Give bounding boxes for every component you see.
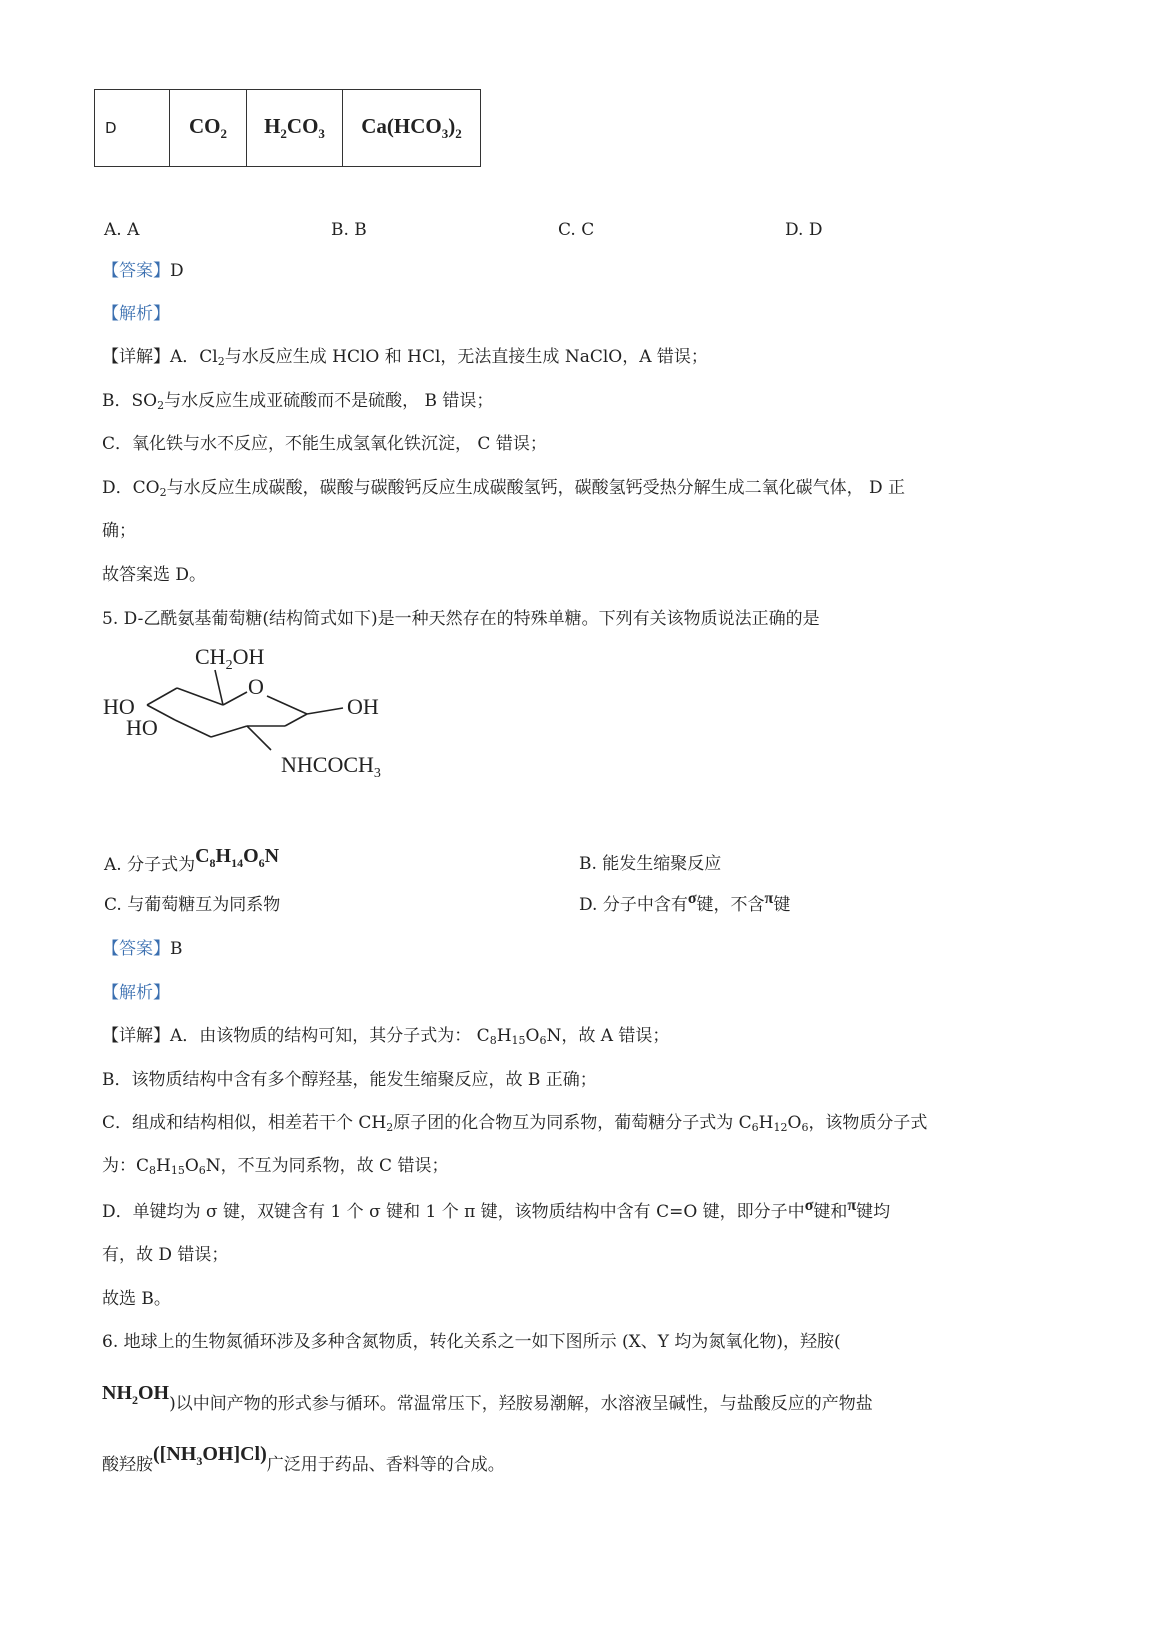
q6-stem-line2: $NH_2OH$)以中间产物的形式参与循环。常温常压下，羟胺易潮解，水溶液呈碱性，与盐酸反应的产物盐 — [102, 1382, 873, 1414]
q6-stem-line1: 6. 地球上的生物氮循环涉及多种含氮物质，转化关系之一如下图所示 (X、Y 均为氮氧化物)，羟胺( — [102, 1332, 841, 1352]
ring-oxygen-label: O — [248, 674, 264, 699]
q5-option-a: A. 分子式为$C_8H_{14}O_6N$ — [104, 845, 280, 875]
table-cell-cahco3: $Ca(HCO_3)_2$ — [343, 90, 481, 167]
options-table — [94, 89, 481, 167]
q5-option-c: C. 与葡萄糖互为同系物 — [104, 895, 281, 915]
q5-analysis-tag: 【解析】 — [102, 983, 170, 1003]
q5-stem: 5. D-乙酰氨基葡萄糖(结构简式如下)是一种天然存在的特殊单糖。下列有关该物质说法正确的是 — [102, 609, 820, 629]
q5-detail-d-cont: 有，故 D 错误； — [102, 1245, 229, 1265]
oh-right-label: OH — [347, 694, 379, 719]
q4-detail-a: 【详解】A．$Cl_2$与水反应生成 HClO 和 HCl，无法直接生成 NaClO，A 错误； — [102, 347, 708, 368]
glucosamine-structure — [95, 638, 425, 788]
q4-option-a: A. A — [104, 220, 140, 240]
q4-option-c: C. C — [558, 220, 595, 240]
table-cell-label: D — [95, 90, 170, 167]
q4-option-d: D. D — [785, 220, 823, 240]
q5-detail-b: B．该物质结构中含有多个醇羟基，能发生缩聚反应，故 B 正确； — [102, 1070, 597, 1090]
table-row — [95, 90, 481, 167]
table-cell-co2: $CO_2$ — [170, 90, 247, 167]
table-cell-h2co3: $H_2CO_3$ — [247, 90, 343, 167]
ho-label-1: HO — [103, 694, 135, 719]
nhcoch3-label: $NHCOCH_3$ — [281, 752, 381, 781]
q5-answer: 【答案】B — [102, 939, 183, 959]
q4-answer: 【答案】D — [102, 261, 184, 281]
q5-detail-d: D．单键均为 σ 键，双键含有 1 个 σ 键和 1 个 π 键，该物质结构中含有 C=O 键，即分子中σ键和π键均 — [102, 1197, 891, 1222]
ch2oh-label: $CH_2OH$ — [195, 644, 265, 673]
q4-detail-d-cont: 确； — [102, 521, 136, 541]
q4-detail-c: C．氧化铁与水不反应，不能生成氢氧化铁沉淀， C 错误； — [102, 434, 547, 454]
q5-detail-c-cont: 为：$C_8H_{15}O_6N$，不互为同系物，故 C 错误； — [102, 1156, 449, 1177]
q6-stem-line3: 酸羟胺$([NH_3OH]Cl)$广泛用于药品、香料等的合成。 — [102, 1443, 505, 1475]
q5-option-b: B. 能发生缩聚反应 — [579, 854, 722, 874]
q5-detail-c: C．组成和结构相似，相差若干个 $CH_2$原子团的化合物互为同系物，葡萄糖分子式为 $C_6H_{12}O_6$，该物质分子式 — [102, 1113, 928, 1134]
ho-label-2: HO — [126, 715, 158, 740]
q5-conclusion: 故选 B。 — [102, 1289, 171, 1309]
q5-option-d: D. 分子中含有σ键，不含π键 — [579, 890, 791, 915]
q5-detail-a: 【详解】A．由该物质的结构可知，其分子式为： $C_8H_{15}O_6N$，故 A 错误； — [102, 1026, 670, 1047]
q4-detail-d: D．$CO_2$与水反应生成碳酸，碳酸与碳酸钙反应生成碳酸氢钙，碳酸氢钙受热分解生成二氧化碳气体， D 正 — [102, 478, 906, 499]
q4-analysis-tag: 【解析】 — [102, 304, 170, 324]
q4-conclusion: 故答案选 D。 — [102, 565, 207, 585]
q4-detail-b: B．$SO_2$与水反应生成亚硫酸而不是硫酸， B 错误； — [102, 391, 494, 412]
ring-bonds — [147, 670, 343, 750]
q4-option-b: B. B — [331, 220, 367, 240]
